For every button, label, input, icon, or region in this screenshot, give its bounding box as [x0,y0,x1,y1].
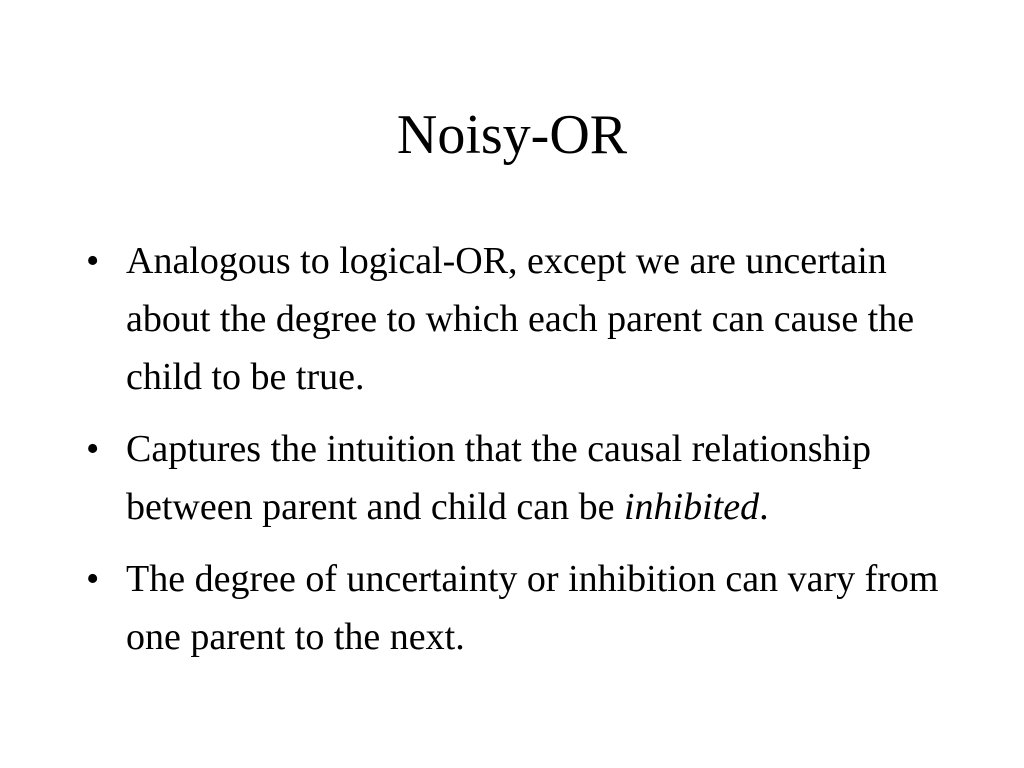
bullet-item [86,420,946,536]
bullet-item [86,232,946,406]
bullet-text-end: . [759,486,769,528]
bullet-icon: • [86,428,100,470]
bullet-text-start: Captures the intuition that the causal relationship between parent and child can be [126,428,872,528]
bullet-text [126,420,946,536]
bullet-icon: • [86,240,100,282]
emphasized-word: inhibited [624,486,760,528]
bullet-text: Analogous to logical-OR, except we are uncertain about the degree to which each parent can cause the child to be true. [126,240,915,398]
bullet-text: The degree of uncertainty or inhibition can vary from one parent to the next. [126,558,939,658]
bullet-item [86,550,946,666]
bullet-list [86,232,946,680]
bullet-icon: • [86,558,100,600]
slide-title: Noisy-OR [396,104,628,166]
